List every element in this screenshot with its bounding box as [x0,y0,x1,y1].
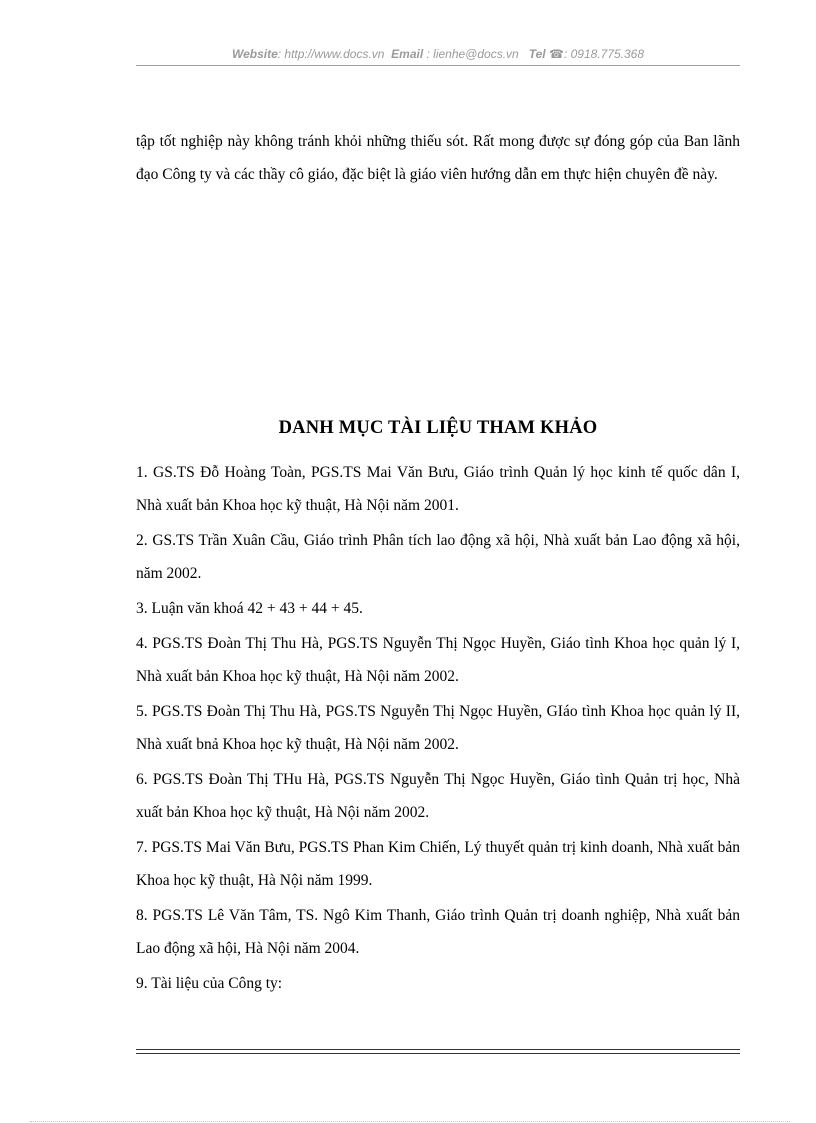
reference-item: 4. PGS.TS Đoàn Thị Thu Hà, PGS.TS Nguyễn Thị Ngọc Huyền, Giáo tình Khoa học quản lý I, Nhà xuất bản Khoa học kỹ thuật, Hà Nội năm 2002. [136,635,740,685]
reference-item: 1. GS.TS Đỗ Hoàng Toàn, PGS.TS Mai Văn Bưu, Giáo trình Quản lý học kinh tế quốc dân I, Nhà xuất bản Khoa học kỹ thuật, Hà Nội năm 2001. [136,464,740,514]
footer-divider [136,1049,740,1050]
website-value: : http://www.docs.vn [277,47,385,61]
email-label: Email [391,47,424,61]
page-bottom-dotted-line [30,1121,790,1122]
header-divider [136,65,740,66]
reference-item: 6. PGS.TS Đoàn Thị THu Hà, PGS.TS Nguyễn Thị Ngọc Huyền, Giáo tình Quản trị học, Nhà xuất bản Khoa học kỹ thuật, Hà Nội năm 2002. [136,771,740,821]
tel-value: : 0918.775.368 [563,47,645,61]
reference-item: 5. PGS.TS Đoàn Thị Thu Hà, PGS.TS Nguyễn Thị Ngọc Huyền, GIáo tình Khoa học quản lý II, Nhà xuất bnả Khoa học kỹ thuật, Hà Nội năm 2002. [136,703,740,753]
references-list [136,456,740,1002]
reference-item: 9. Tài liệu của Công ty: [136,975,283,992]
phone-icon: ☎ [549,47,564,61]
intro-section [136,125,740,191]
footer-divider-secondary [136,1053,740,1054]
tel-label: Tel [528,47,546,61]
reference-item: 3. Luận văn khoá 42 + 43 + 44 + 45. [136,600,363,617]
page-header [136,47,740,67]
website-label: Website [231,47,278,61]
email-value: : lienhe@docs.vn [423,47,519,61]
reference-item: 7. PGS.TS Mai Văn Bưu, PGS.TS Phan Kim Chiến, Lý thuyết quản trị kinh doanh, Nhà xuất bản Khoa học kỹ thuật, Hà Nội năm 1999. [136,839,740,889]
intro-paragraph: tập tốt nghiệp này không tránh khỏi những thiếu sót. Rất mong được sự đóng góp của Ban lãnh đạo Công ty và các thầy cô giáo, đặc biệt là giáo viên hướng dẫn em thực hiện chuyên đề này. [136,133,740,183]
reference-item: 8. PGS.TS Lê Văn Tâm, TS. Ngô Kim Thanh, Giáo trình Quản trị doanh nghiệp, Nhà xuất bản Lao động xã hội, Hà Nội năm 2004. [136,907,740,957]
reference-item: 2. GS.TS Trần Xuân Cầu, Giáo trình Phân tích lao động xã hội, Nhà xuất bản Lao động xã hội, năm 2002. [136,532,740,582]
references-title: DANH MỤC TÀI LIỆU THAM KHẢO [278,418,598,438]
